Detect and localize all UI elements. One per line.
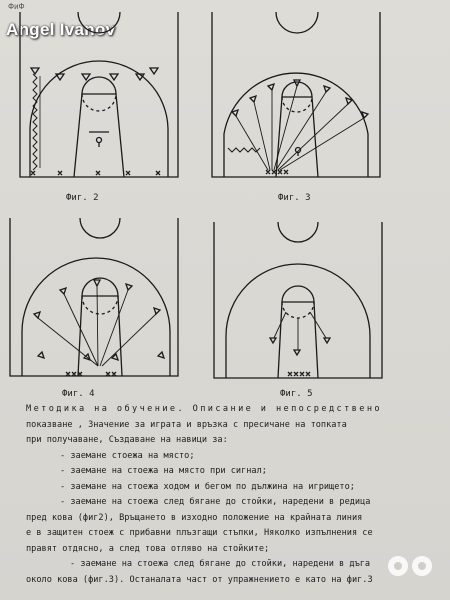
- text-line-9: е в защитен стоеж с прибавни плъзгащи стъпки, Няколко изпълнения се: [26, 528, 373, 538]
- text-line-11: - заемане на стоежа след бягане до стойки, наредени в дъга: [70, 559, 371, 569]
- text-line-8: пред кова (фиг2), Връщането в изходно положение на крайната линия: [26, 512, 363, 523]
- page-mark: ФиФ: [8, 2, 25, 11]
- text-line-10: правят отдясно, а след това отляво на стойките;: [26, 543, 270, 554]
- bazar-logo: [384, 550, 438, 590]
- fig2-caption: Фиг. 2: [66, 193, 99, 203]
- text-line-6: - заемане на стоежа ходом и бегом по дължина на игрището;: [60, 481, 355, 492]
- text-line-4: - заемане стоежа на място;: [60, 450, 195, 461]
- text-line-1: Методика на обучение. Описание и непосредствено: [26, 404, 382, 414]
- court-diagram-fig2: [18, 12, 180, 182]
- body-text: [26, 402, 426, 588]
- text-line-12: около кова (фиг.3). Останалата част от упражнението е като на фиг.3: [26, 574, 373, 585]
- fig4-caption: Фиг. 4: [62, 389, 95, 399]
- fig5-caption: Фиг. 5: [280, 389, 313, 399]
- court-diagram-fig3: [210, 12, 382, 182]
- text-line-7: - заемане на стоежа след бягане до стойки, наредени в редица: [60, 497, 371, 507]
- text-line-3: при получаване, Създаване на навици за:: [26, 435, 228, 445]
- watermark: Angel Ivanov: [6, 20, 116, 39]
- court-diagram-fig5: [212, 222, 384, 386]
- court-diagram-fig4: [8, 218, 180, 384]
- fig3-caption: Фиг. 3: [278, 193, 311, 203]
- text-line-5: - заемане на стоежа на място при сигнал;: [60, 466, 267, 476]
- text-line-2: показване , Значение за играта и връзка с пресичане на топката: [26, 419, 347, 430]
